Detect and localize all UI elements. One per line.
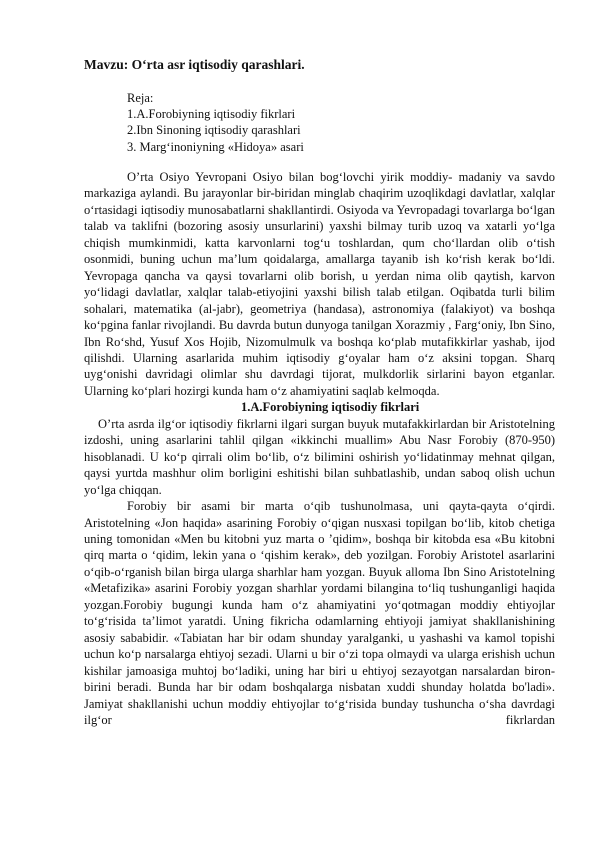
outline-item-2: 2.Ibn Sinoning iqtisodiy qarashlari <box>127 123 301 138</box>
section-heading: 1.A.Forobiyning iqtisodiy fikrlari <box>241 400 420 415</box>
paragraph-2: O’rta asrda ilg‘or iqtisodiy fikrlarni ilgari surgan buyuk mutafakkirlardan bir Aristotelning izdoshi, uning asarlarini tahlil qilgan «ikkinchi muallim» Abu Nasr Forobiy (870-950) hisoblanadi. U ko‘p qirrali olim bo‘lib, o‘z bilimini oshirish yo‘lidatinmay mehnat qilgan, qaysi yurtda mashhur olim borligini eshitishi bilan suhbatlashib, undan saboq olish uchun yo‘lga chiqqan. <box>84 416 555 497</box>
intro-paragraph: O’rta Osiyo Yevropani Osiyo bilan bog‘lovchi yirik moddiy- madaniy va savdo markaziga aylandi. Bu jarayonlar bir-biridan minglab chaqirim uzoqlikdagi davlatlar, xalqlar o‘rtasidagi iqtisodiy munosabatlarni shakllantirdi. Osiyoda va Yevropadagi tovarlarga bo‘lgan talab va taklifni (bozoring asosiy unsurlarini) yaxshi bilmay turib uzoq va xatarli yo‘lga chiqish mumkinmidi, katta karvonlarni tog‘u toshlardan, qum cho‘llardan olib o‘tish osonmidi, buning uchun ma’lum qoidalarga, amallarga tayanib ish ko‘rish kerak bo‘ldi. Yevropaga qancha va qaysi tovarlarni olib borish, u yerdan nima olib qaytish, karvon yo‘lidagi davlatlar, xalqlar talab-etiyojini yaxshi bilish talab etilgan. Oqibatda turli bilim sohalari, matematika (al-jabr), geometriya (handasa), astronomiya (falakiyot) va boshqa ko‘pgina fanlar rivojlandi. Bu davrda butun dunyoga tanilgan Xorazmiy , Farg‘oniy, Ibn Sino, Ibn Ro‘shd, Yusuf Xos Hojib, Nizomulmulk va boshqa ko‘plab mutafikkirlar yashab, ijod qilishdi. Ularning asarlarida muhim iqtisodiy g‘oyalar ham o‘z aksini topgan. Sharq uyg‘onishi davridagi olimlar shu davrdagi tijorat, mulkdorlik sirlarini bayon etganlar. Ularning ko‘plari hozirgi kunda ham o‘z ahamiyatini saqlab kelmoqda. <box>84 170 555 398</box>
paragraph-3: Forobiy bir asami bir marta o‘qib tushunolmasa, uni qayta-qayta o‘qirdi. Aristotelning «Jon haqida» asarining Forobiy o‘qigan nusxasi topilgan bo‘lib, kitob chetiga uning tomonidan «Men bu kitobni yuz marta o ’qidim», boshqa bir kitobda esa «Bu kitobni qirq marta o ‘qidim, lekin yana o ‘qishim kerak», deb yozilgan. Forobiy Aristotel asarlarini o‘qib-o‘rganish bilan birga ularga sharhlar ham yozgan. Buyuk alloma Ibn Sino Aristotelning «Metafizika» asarini Forobiy yozgan sharhlar yordami bilangina to‘liq tushunganligi haqida yozgan.Forobiy bugungi kunda ham o‘z ahamiyatini yo‘qotmagan moddiy ehtiyojlar to‘g‘risida ta’limot yaratdi. Uning fikricha odamlarning ehtiyoji jamiyat shakllanishining asosiy sababidir. «Tabiatan har bir odam shunday yaralganki, u yashashi va kamol topishi uchun ko‘p narsalarga ehtiyoj sezadi. Ularni u bir o‘zi topa olmaydi va ularga erishish uchun kishilar jamoasiga muhtoj bo‘ladiki, uning har biri u ehtiyoj sezayotgan narsalardan biron-birini beradi. Bunda har bir odam boshqalarga nisbatan xuddi shunday holatda bo'ladi». Jamiyat shakllanishi uchun moddiy ehtiyojlar to‘g‘risida bunday tushuncha o‘sha davrdagi ilg‘or fikrlardan <box>84 499 555 727</box>
body-text <box>84 169 555 728</box>
document-title: Mavzu: O‘rta asr iqtisodiy qarashlari. <box>84 57 305 72</box>
outline-heading: Reja: <box>127 91 154 105</box>
outline-item-1: 1.A.Forobiyning iqtisodiy fikrlari <box>127 107 296 122</box>
outline <box>127 90 304 155</box>
outline-item-3: 3. Marg‘inoniyning «Hidoya» asari <box>127 139 304 154</box>
